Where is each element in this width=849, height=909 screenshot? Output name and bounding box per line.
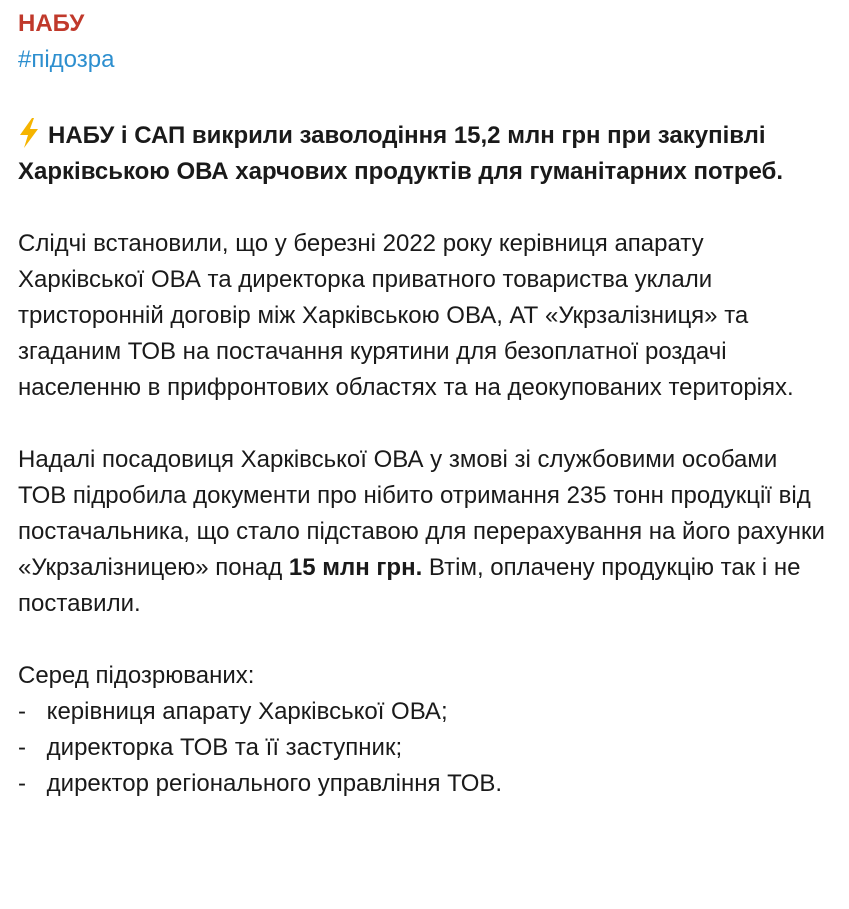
headline-text: НАБУ і САП викрили заволодіння 15,2 млн грн при закупівлі Харківською ОВА харчових продуктів для гуманітарних потреб.: [18, 122, 784, 185]
lightning-icon: [18, 118, 40, 148]
hashtag-link[interactable]: #підозра: [18, 46, 115, 73]
paragraph-1: Слідчі встановили, що у березні 2022 року керівниця апарату Харківської ОВА та директорка приватного товариства уклали тристоронній договір між Харківською ОВА, АТ «Укрзалізниця» та згаданим ТОВ на постачання курятини для безоплатної роздачі населенню в прифронтових областях та на деокупованих територіях.: [18, 230, 794, 401]
paragraph-2-end: Втім, оплачену продукцію так і не поставили.: [18, 554, 801, 617]
list-item: - керівниця апарату Харківської ОВА;: [18, 698, 448, 725]
suspects-list: [18, 694, 831, 802]
paragraph-2-start: Надалі посадовиця Харківської ОВА у змові зі службовими особами ТОВ підробила документи про нібито отримання 235 тонн продукції від постачальника, що стало підставою для перерахування на його рахунки «Укрзалізницею» понад: [18, 446, 825, 581]
suspects-title: Серед підозрюваних:: [18, 662, 255, 689]
paragraph-2-bold-amount: 15 млн грн.: [288, 554, 423, 581]
paragraph-2: [18, 442, 831, 622]
suspect-text: керівниця апарату Харківської ОВА;: [46, 698, 448, 725]
suspect-text: директорка ТОВ та її заступник;: [46, 734, 403, 761]
list-item: - директор регіонального управління ТОВ.: [18, 770, 503, 797]
headline: [18, 118, 831, 190]
channel-name[interactable]: НАБУ: [18, 10, 85, 37]
suspect-text: директор регіонального управління ТОВ.: [46, 770, 503, 797]
list-item: - директорка ТОВ та її заступник;: [18, 734, 403, 761]
